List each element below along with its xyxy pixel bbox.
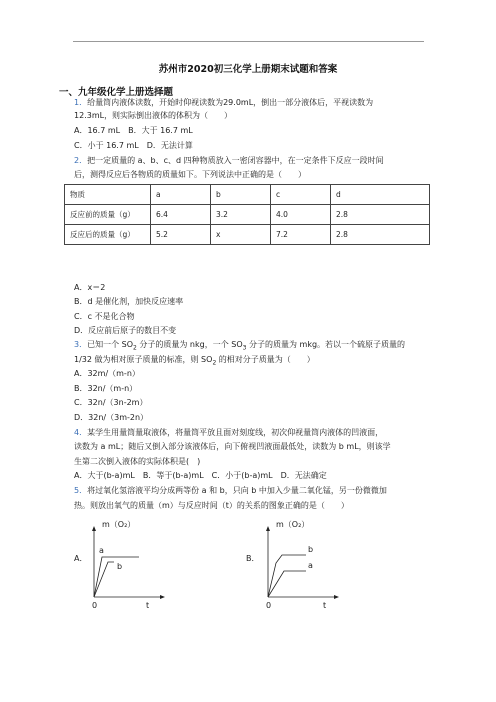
- table-header-cell: a: [151, 185, 211, 205]
- graph-a-y-arrow: [92, 526, 96, 531]
- graph-a-curve-b: [94, 562, 114, 597]
- table-cell: 反应前的质量（g）: [65, 205, 151, 225]
- table-cell: x: [211, 225, 271, 245]
- q4-line2: 读数为 a mL；随后又倒入部分该液体后，向下俯视凹液面最低处，读数为 b mL，则该学: [74, 442, 391, 451]
- table-cell: 6.4: [151, 205, 211, 225]
- q3-option-c: C．32n/（3n-2m）: [74, 398, 148, 407]
- q4-line3: 生第二次倒入液体的实际体积是( ): [74, 457, 201, 466]
- q3-line1: 3．已知一个 $SO_2$ 分子的质量为 nkg，一个 $SO_3$ 分子的质量为 mkg。若以一个硫原子质量的: [74, 340, 406, 352]
- q5-line1: 5．将过氧化氢溶液平均分成两等份 a 和 b，只向 b 中加入少量二氧化锰，另一份微微加: [74, 486, 387, 495]
- table-cell: 7.2: [271, 225, 331, 245]
- table-header-cell: d: [331, 185, 430, 205]
- graph-b-label-b: b: [308, 545, 314, 554]
- graph-a-option: A．: [74, 554, 88, 563]
- q3-number: 3．: [74, 340, 88, 349]
- table-row: [65, 225, 430, 245]
- q1-line1: 1．给量筒内液体读数，开始时仰视读数为29.0mL，倒出一部分液体后，平视读数为: [74, 98, 374, 107]
- graph-a-ylabel: m（O₂）: [102, 520, 136, 529]
- graph-b-ylabel: m（O₂）: [276, 520, 310, 529]
- graph-a: [84, 515, 168, 605]
- q1-line2: 12.3mL，则实际倒出液体的体积为（ ）: [74, 111, 233, 120]
- q1-option-ab: A．16.7 mL B．大于 16.7 mL: [74, 126, 193, 135]
- graph-b-y-arrow: [266, 526, 270, 531]
- page-title: 苏州市2020初三化学上册期末试题和答案: [158, 64, 338, 75]
- graph-b: [258, 515, 342, 605]
- q2-option-c: C．c 不是化合物: [74, 312, 135, 321]
- table-cell: 4.0: [271, 205, 331, 225]
- header-rule: [73, 41, 424, 42]
- graph-b-label-a: a: [308, 561, 313, 570]
- graph-b-origin: 0: [266, 601, 272, 610]
- graph-a-origin: 0: [92, 601, 98, 610]
- q2-line1: 2．把一定质量的 a、b、c、d 四种物质放入一密闭容器中，在一定条件下反应一段时间: [74, 156, 384, 165]
- table-cell: 反应后的质量（g）: [65, 225, 151, 245]
- table-cell: 2.8: [331, 205, 430, 225]
- table-cell: 5.2: [151, 225, 211, 245]
- q3-option-a: A．32m/（m-n）: [74, 369, 140, 378]
- q1-option-cd: C．小于 16.7 mL D．无法计算: [74, 141, 193, 150]
- table-header-row: [65, 185, 430, 205]
- table-row: [65, 205, 430, 225]
- mass-table: [64, 184, 430, 245]
- table-header-cell: 物质: [65, 185, 151, 205]
- q5-number: 5．: [74, 486, 88, 495]
- table-cell: 3.2: [211, 205, 271, 225]
- q3-option-b: B．32n/（m-n）: [74, 384, 138, 393]
- q2-number: 2．: [74, 156, 88, 165]
- graph-a-label-b: b: [117, 562, 123, 571]
- q2-option-a: A．x＝2: [74, 283, 106, 292]
- table-cell: 2.8: [331, 225, 430, 245]
- q1-number: 1．: [74, 98, 88, 107]
- q4-line1: 4．某学生用量筒量取液体，将量筒平放且面对刻度线，初次仰视量筒内液体的凹液面，: [74, 428, 384, 437]
- graph-b-xlabel: t: [323, 601, 327, 610]
- q2-option-d: D．反应前后原子的数目不变: [74, 326, 177, 335]
- q4-number: 4．: [74, 428, 88, 437]
- graph-a-x-arrow: [160, 595, 165, 599]
- graph-a-xlabel: t: [146, 601, 150, 610]
- q5-line2: 热。则放出氧气的质量（m）与反应时间（t）的关系的图象正确的是（ ）: [74, 501, 349, 510]
- graph-b-curve-b: [268, 555, 306, 597]
- graph-b-option: B．: [246, 554, 260, 563]
- q3-line2: 1/32 做为相对原子质量的标准，则 $SO_2$ 的相对分子质量为（ ）: [74, 355, 315, 367]
- q4-options: A．大于(b-a)mL B．等于(b-a)mL C．小于(b-a)mL D．无法确定: [74, 471, 327, 480]
- q2-option-b: B．d 是催化剂，加快反应速率: [74, 297, 184, 306]
- table-header-cell: c: [271, 185, 331, 205]
- graph-b-curve-a: [268, 571, 306, 597]
- section-heading: 一、九年级化学上册选择题: [59, 87, 174, 98]
- table-header-cell: b: [211, 185, 271, 205]
- graph-a-label-a: a: [99, 546, 104, 555]
- q3-option-d: D．32n/（3m-2n）: [74, 413, 149, 422]
- q2-line2: 后，测得反应后各物质的质量如下。下列说法中正确的是（ ）: [74, 170, 306, 179]
- graph-b-x-arrow: [334, 595, 339, 599]
